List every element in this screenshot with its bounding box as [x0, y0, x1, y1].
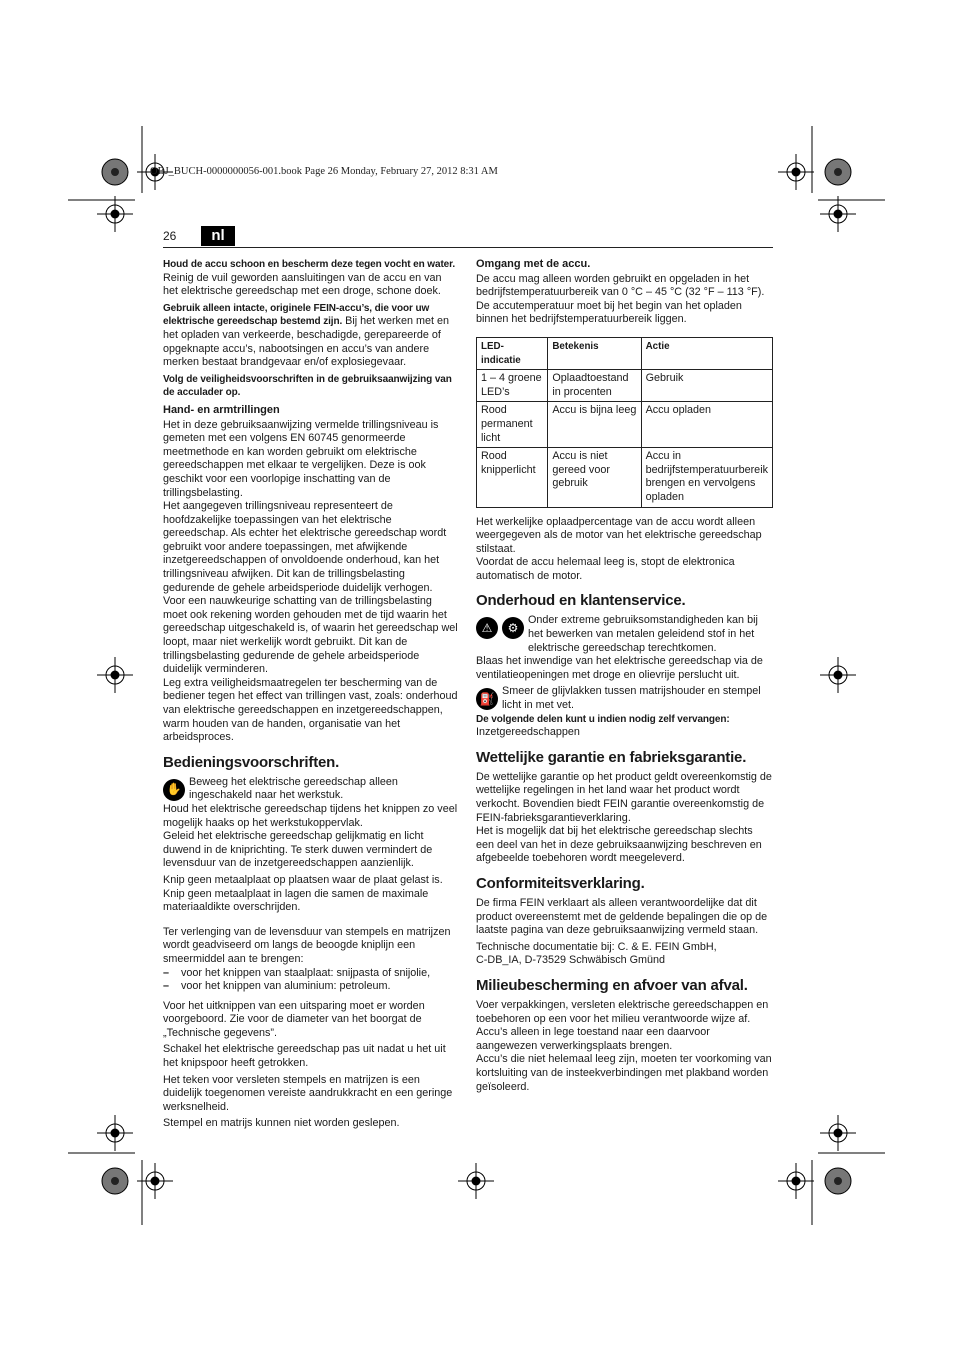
table-cell: Rood knipperlicht — [477, 448, 548, 507]
battery-paragraph: Voordat de accu helemaal leeg is, stopt de elektronica automatisch de motor. — [476, 556, 735, 582]
warranty-heading: Wettelijke garantie en fabrieksgarantie. — [476, 748, 747, 766]
operating-paragraph: Stempel en matrijs kunnen niet worden geslepen. — [163, 1117, 400, 1130]
operating-paragraph: Knip geen metaalplaat op plaatsen waar de plaat gelast is. Knip geen metaalplaat in lagen die samen de maximale materiaaldikte overschrijden. — [163, 873, 443, 914]
warning-dust-icon: ⚠ — [476, 617, 498, 639]
battery-care-paragraph: Houd de accu schoon en bescherm deze tegen vocht en water. Reinig de vuil geworden aansluitingen van de accu en van het elektrische gereedschap met een droge, schone doek. — [163, 259, 456, 298]
warranty-paragraph: Het is mogelijk dat bij het elektrische gereedschap slechts een deel van het in deze gebruiksaanwijzing beschreven en afgebeelde toebehoren wordt meegeleverd. — [476, 825, 762, 865]
battery-paragraph: De accu mag alleen worden gebruikt en opgeladen in het bedrijfstemperatuurbereik van 0 °C – 45 °C (32 °F – 113 °F). De accutemperatuur moet bij het begin van het opladen binnen het bedrijfstemperatuurbereik liggen. — [476, 272, 765, 326]
page-number: 26 — [163, 229, 177, 243]
column-header: Betekenis — [548, 337, 641, 369]
table-row — [477, 370, 773, 402]
table-cell: Oplaadtoestand in procenten — [548, 370, 641, 402]
vibration-heading: Hand- en armtrillingen — [163, 403, 280, 416]
vibration-paragraph: Voor een nauwkeurige schatting van de trillingsbelasting moet ook rekening worden gehouden met de tijd waarin het gereedschap uitgeschakeld is, of waarin het gereedschap wel loopt, maar niet werkelijk wordt gebruikt. Dit kan de trillingsbelasting gedurende de gehele arbeidsperiode duidelijk verminderen. — [163, 595, 458, 676]
environment-paragraph: Voer verpakkingen, versleten elektrische gereedschappen en toebehoren op een voor het milieu verantwoorde wijze af. — [476, 998, 769, 1025]
operating-paragraph: Schakel het elektrische gereedschap pas uit nadat u het uit het knipspoor heeft getrokken. — [163, 1043, 446, 1070]
table-cell: Accu in bedrijfstemperatuurbereik brengen en vervolgens opladen — [641, 448, 772, 507]
operating-paragraph: Voor het uitknippen van een uitsparing moet er worden voorgeboord. Zie voor de diameter van het boorgat de „Technische gegevens”. — [163, 999, 425, 1039]
list-item: – voor het knippen van aluminium: petroleum. — [163, 980, 458, 994]
environment-heading: Milieubescherming en afvoer van afval. — [476, 976, 748, 994]
print-header: OBJ_BUCH-0000000056-001.book Page 26 Monday, February 27, 2012 8:31 AM — [150, 166, 498, 177]
operating-paragraph: Geleid het elektrische gereedschap gelijkmatig en licht duwend in de kniprichting. Te sterk duwen vermindert de levensduur van de inzetgereedschappen aanzienlijk. — [163, 830, 433, 870]
left-column — [163, 258, 458, 1134]
operating-paragraph: Houd het elektrische gereedschap tijdens het knippen zo veel mogelijk haaks op het werkstukoppervlak. — [163, 802, 458, 829]
maintenance-icon-note: ⚠ ⚙ Onder extreme gebruiksomstandigheden kan bij het bewerken van metalen geleidend stof in het elektrische gereedschap terechtkomen. — [476, 614, 773, 655]
operating-paragraph: Ter verlenging van de levensduur van stempels en matrijzen wordt geadviseerd om langs de beoogde kniplijn een smeermiddel aan te brengen: — [163, 925, 451, 965]
hand-tool-icon: ✋ — [163, 779, 185, 801]
replaceable-parts-value: Inzetgereedschappen — [476, 726, 580, 739]
maintenance-heading: Onderhoud en klantenservice. — [476, 592, 686, 610]
battery-paragraph: Het werkelijke oplaadpercentage van de accu wordt alleen weergegeven als de motor van het elektrische gereedschap stilstaat. — [476, 515, 762, 555]
table-cell: Accu is niet gereed voor gebruik — [548, 448, 641, 507]
vibration-paragraph: Leg extra veiligheidsmaatregelen ter bescherming van de bediener tegen het effect van trillingen vast, zoals: onderhoud van elektrische gereedschappen en inzetgereedschappen, warm houden van de handen, organisatie van het arbeidsproces. — [163, 676, 458, 744]
environment-paragraph: Accu’s die niet helemaal leeg zijn, moeten ter voorkoming van kortsluiting van de insteekverbindingen met plakband worden geïsoleerd. — [476, 1053, 772, 1093]
conformity-heading: Conformiteitsverklaring. — [476, 874, 645, 892]
table-cell: Rood permanent licht — [477, 402, 548, 448]
table-row — [477, 402, 773, 448]
conformity-paragraph: De firma FEIN verklaart als alleen verantwoordelijke dat dit product overeenstemt met de geldende bepalingen die op de laatste pagina van deze gebruiksaanwijzing vermeld staan. — [476, 896, 768, 937]
lubricant-list — [163, 967, 458, 994]
table-cell: Accu opladen — [641, 402, 772, 448]
lubrication-icon-note: ⛽ Smeer de glijvlakken tussen matrijshouder en stempel licht in met vet. — [476, 685, 773, 712]
column-header: LED-indicatie — [477, 337, 548, 369]
table-cell: Accu is bijna leeg — [548, 402, 641, 448]
compressed-air-icon: ⚙ — [502, 617, 524, 639]
environment-paragraph: Accu’s alleen in lege toestand naar een daarvoor aangewezen verwerkingsplaats brengen. — [476, 1026, 710, 1052]
operating-paragraph: Het teken voor versleten stempels en matrijzen is een duidelijk toegenomen vereiste aandrukkracht en een geringe werksnelheid. — [163, 1073, 453, 1113]
replaceable-parts-label: De volgende delen kunt u indien nodig zelf vervangen: — [476, 713, 730, 725]
list-item: – voor het knippen van staalplaat: snijpasta of snijolie, — [163, 967, 458, 981]
conformity-paragraph: Technische documentatie bij: C. & E. FEIN GmbH, C-DB_IA, D-73529 Schwäbisch Gmünd — [476, 940, 717, 967]
table-cell: 1 – 4 groene LED’s — [477, 370, 548, 402]
operating-heading: Bedieningsvoorschriften. — [163, 753, 340, 771]
right-column — [476, 258, 773, 1097]
table-row — [477, 448, 773, 507]
language-badge: nl — [201, 226, 235, 246]
charger-safety-note: Volg de veiligheidsvoorschriften in de gebruiksaanwijzing van de acculader op. — [163, 373, 452, 399]
original-batteries-paragraph: Gebruik alleen intacte, originele FEIN-accu’s, die voor uw elektrische gereedschap bestemd zijn. Bij het werken met en het opladen van verkeerde, beschadigde, gerepareerde of opgeknapte accu’s, nabootsingen en accu’s van andere merken bestaat brandgevaar en/of explosiegevaar. — [163, 302, 449, 369]
table-header-row — [477, 337, 773, 369]
maintenance-paragraph: Blaas het inwendige van het elektrische gereedschap via de ventilatieopeningen met droge en olievrije perslucht uit. — [476, 655, 763, 681]
warranty-paragraph: De wettelijke garantie op het product geldt overeenkomstig de wettelijke regelingen in het land waar het product wordt verkocht. Bovendien biedt FEIN garantie overeenkomstig de FEIN-fabrieksgarantieverklaring. — [476, 770, 772, 824]
column-header: Actie — [641, 337, 772, 369]
battery-handling-heading: Omgang met de accu. — [476, 258, 591, 270]
table-cell: Gebruik — [641, 370, 772, 402]
header-rule — [163, 247, 773, 248]
grease-icon: ⛽ — [476, 688, 498, 710]
led-table — [476, 337, 773, 508]
operating-icon-note: ✋ Beweeg het elektrische gereedschap alleen ingeschakeld naar het werkstuk. — [163, 776, 458, 803]
vibration-paragraph: Het aangegeven trillingsniveau representeert de hoofdzakelijke toepassingen van het elektrische gereedschap. Als echter het elektrische gereedschap wordt gebruikt voor andere toepassingen, met afwijkende inzetgereedschappen of onvoldoende onderhoud, kan het trillingsniveau afwijken. Dit kan de trillingsbelasting gedurende de gehele arbeidsperiode duidelijk verhogen. — [163, 500, 447, 594]
vibration-paragraph: Het in deze gebruiksaanwijzing vermelde trillingsniveau is gemeten met een volgens EN 60745 genormeerde meetmethode en kan worden gebruikt om elektrische gereedschappen met elkaar te vergelijken. Deze is ook geschikt voor een voorlopige inschatting van de trillingsbelasting. — [163, 418, 439, 499]
